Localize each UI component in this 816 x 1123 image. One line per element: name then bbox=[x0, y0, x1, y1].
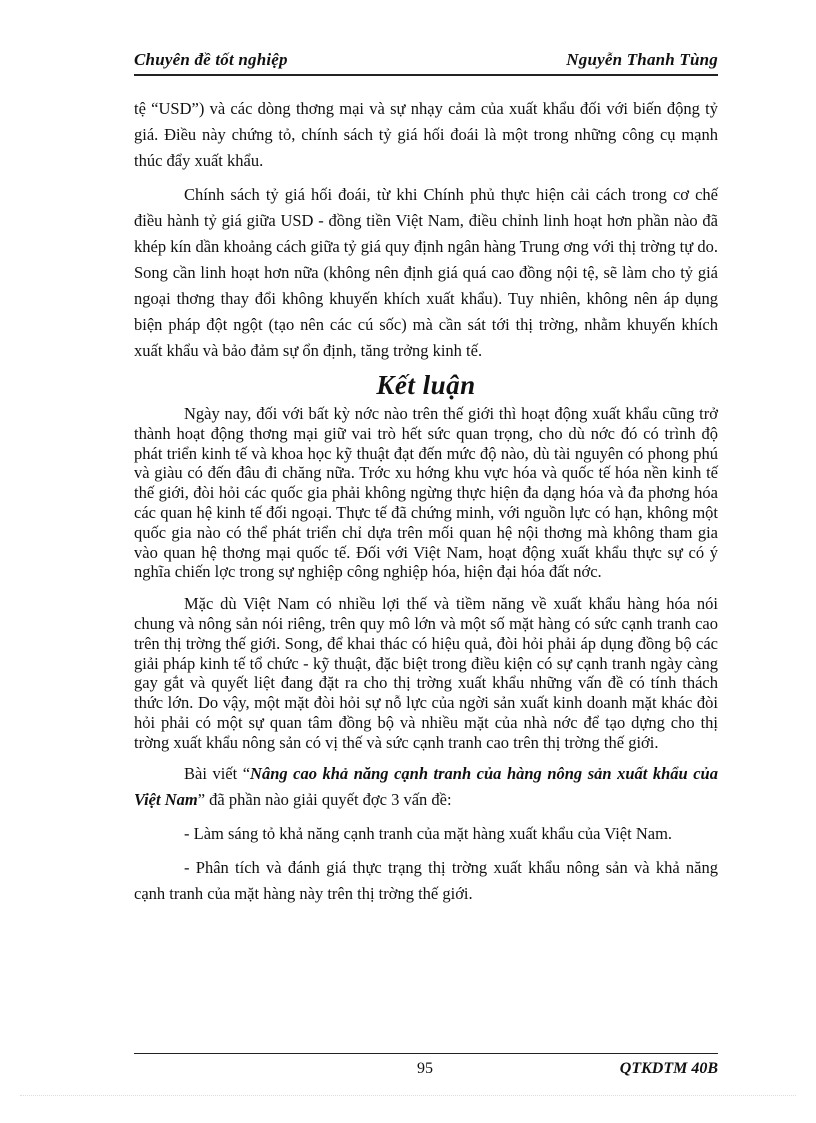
bottom-divider bbox=[20, 1095, 796, 1096]
footer-code: QTKDTM 40B bbox=[619, 1060, 718, 1077]
header-title: Chuyên đề tốt nghiệp bbox=[134, 50, 288, 69]
conclusion-paragraph-1: Ngày nay, đối với bất kỳ nớc nào trên thế giới thì hoạt động xuất khẩu cũng trở thành hoạt động thơng mại giữ vai trò hết sức quan trọng, cho dù nớc đó có trình độ phát triển kinh tế và khoa học kỹ thuật đạt đến mức độ nào, dù tài nguyên có phong phú và giàu có đến đâu đi chăng nữa. Trớc xu hớng khu vực hóa và quốc tế hóa nền kinh tế thế giới, đòi hỏi các quốc gia phải không ngừng thực hiện đa dạng hóa và đa phơng hóa các quan hệ kinh tế đối ngoại. Thực tế đã chứng minh, với nguồn lực có hạn, không một quốc gia nào có thể phát triển chỉ dựa trên mối quan hệ nội thơng mà không tham gia vào quan hệ thơng mại quốc tế. Đối với Việt Nam, hoạt động xuất khẩu thực sự có ý nghĩa chiến lợc trong sự nghiệp công nghiệp hóa, hiện đại hóa đất nớc. bbox=[134, 404, 718, 582]
footer-rule bbox=[134, 1053, 718, 1054]
header-author: Nguyễn Thanh Tùng bbox=[566, 50, 718, 69]
bullet-1: - Làm sáng tỏ khả năng cạnh tranh của mặt hàng xuất khẩu của Việt Nam. bbox=[184, 823, 673, 843]
page-body bbox=[134, 96, 718, 907]
paper-title: Nâng cao khả năng cạnh tranh của hàng nông sản xuất khẩu của Việt Nam bbox=[134, 763, 718, 809]
c3-suffix: ” đã phần nào giải quyết đợc 3 vấn đề: bbox=[197, 789, 452, 809]
conclusion-heading: Kết luận bbox=[376, 370, 476, 400]
paragraph-2: Chính sách tỷ giá hối đoái, từ khi Chính phủ thực hiện cải cách trong cơ chế điều hành tỷ giá giữa USD - đồng tiền Việt Nam, điều chỉnh linh hoạt hơn phần nào đã khép kín dần khoảng cách giữa tỷ giá quy định ngân hàng Trung ơng với thị trờng tự do. Song cần linh hoạt hơn nữa (không nên định giá quá cao đồng nội tệ, sẽ làm cho tỷ giá ngoại thơng thay đổi không khuyến khích xuất khẩu). Tuy nhiên, không nên áp dụng biện pháp đột ngột (tạo nên các cú sốc) mà cần sát tới thị trờng, nhằm khuyến khích xuất khẩu và bảo đảm sự ổn định, tăng trởng kinh tế. bbox=[134, 185, 718, 360]
c3-prefix: Bài viết “ bbox=[184, 763, 251, 783]
page-number: 95 bbox=[417, 1060, 433, 1077]
conclusion-paragraph-2: Mặc dù Việt Nam có nhiều lợi thế và tiềm năng về xuất khẩu hàng hóa nói chung và nông sản nói riêng, trên quy mô lớn và một số mặt hàng có sức cạnh tranh cao trên thị trờng thế giới. Song, để khai thác có hiệu quả, đòi hỏi phải áp dụng đồng bộ các giải pháp kinh tế tổ chức - kỹ thuật, đặc biệt trong điều kiện có sự cạnh tranh ngày càng gay gắt và quyết liệt đang đặt ra cho thị trờng xuất khẩu những vấn đề có tính thách thức lớn. Do vậy, một mặt đòi hỏi sự nỗ lực của ngời sản xuất kinh doanh mặt khác đòi hỏi phải có một sự quan tâm đồng bộ và nhiều mặt của nhà nớc để tạo dựng cho thị trờng xuất khẩu nông sản có vị thế và sức cạnh tranh cao trên thị trờng thế giới. bbox=[134, 594, 718, 752]
bullet-2: - Phân tích và đánh giá thực trạng thị trờng xuất khẩu nông sản và khả năng cạnh tranh của mặt hàng này trên thị trờng thế giới. bbox=[134, 857, 718, 903]
page-header bbox=[134, 50, 718, 76]
conclusion-paragraph-3 bbox=[134, 761, 718, 813]
paragraph-1: tệ “USD”) và các dòng thơng mại và sự nhạy cảm của xuất khẩu đối với biến động tỷ giá. Điều này chứng tỏ, chính sách tỷ giá hối đoái là một trong những công cụ mạnh thúc đẩy xuất khẩu. bbox=[134, 99, 718, 170]
